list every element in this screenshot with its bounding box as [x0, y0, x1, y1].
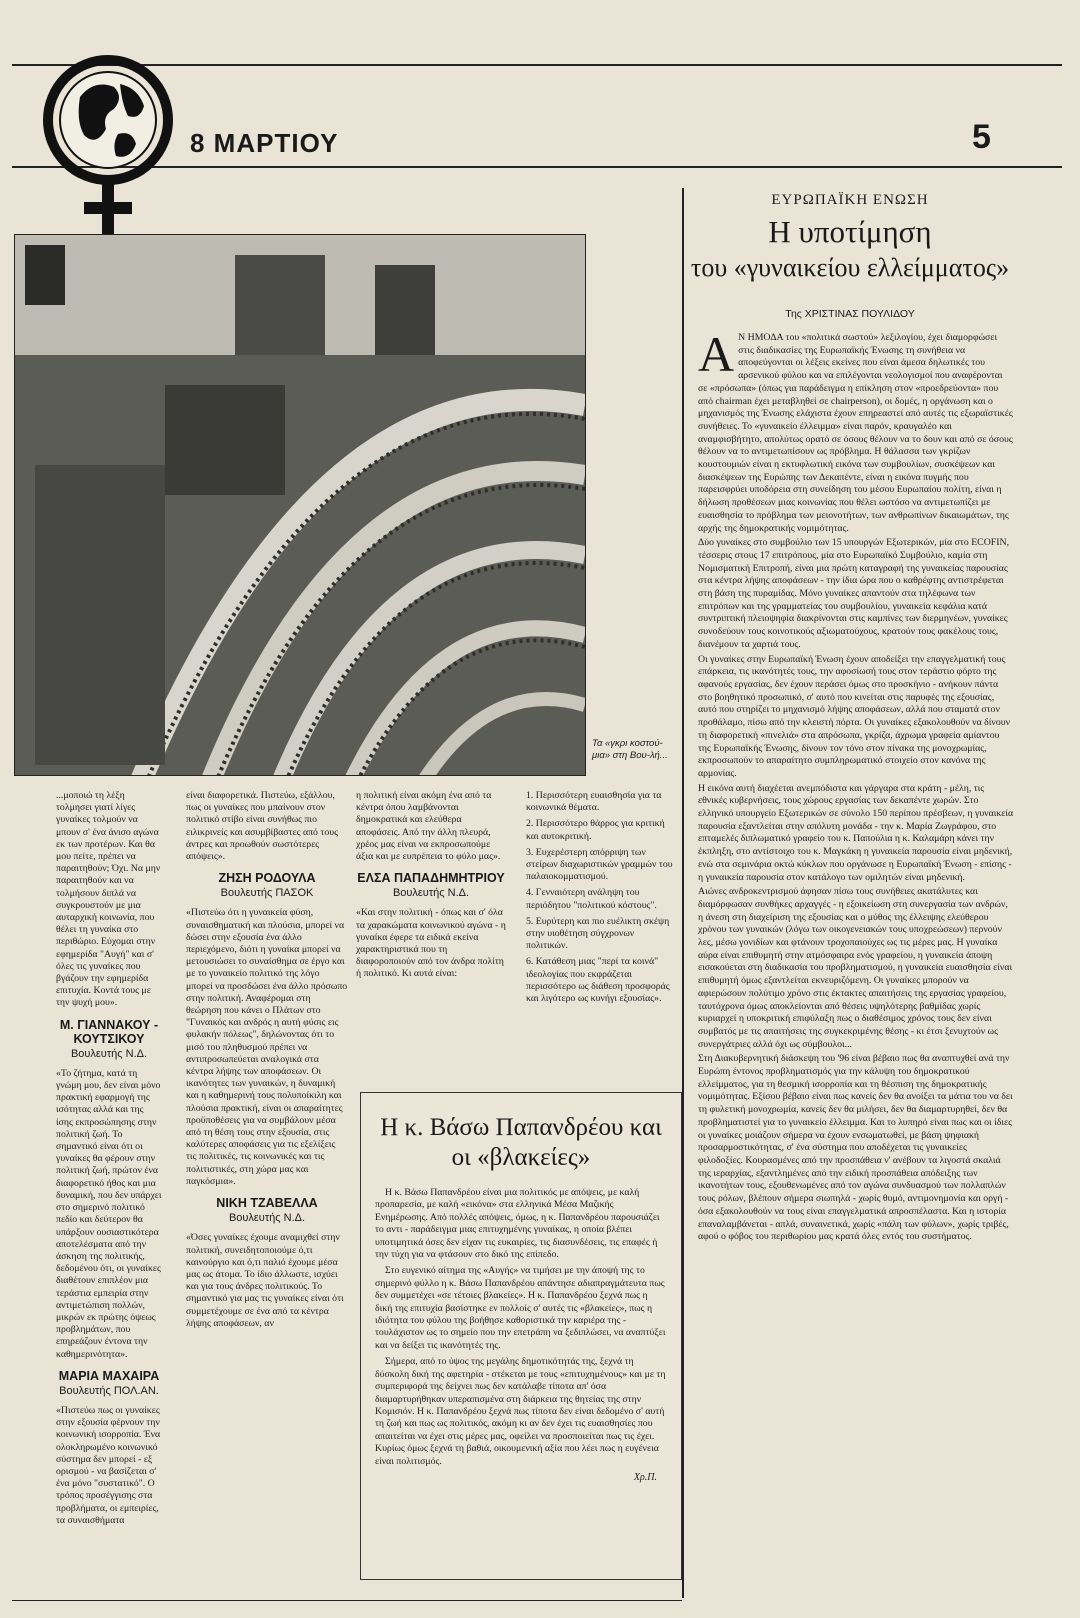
bottom-rule	[12, 1600, 682, 1601]
article-byline: Της ΧΡΙΣΤΙΝΑΣ ΠΟΥΛΙΔΟΥ	[785, 308, 915, 320]
quote-text: «Όσες γυναίκες έχουμε αναμιχθεί στην πολιτική, συνειδητοποιούμε ό,τι καινούργιο και ό,τι παλιό έχουμε μέσα μας ως άτομα. Το ίδιο άλλωστε, ισχύει και για τους άνδρες πολιτικούς. Το σημαντικό για μας τις γυναίκες είναι ότι συμμετέχουμε σε ένα από τα κέντρα λήψης αποφάσεων, αν	[186, 1232, 344, 1329]
boxed-article-body	[375, 1187, 667, 1484]
quote-text: «Πιστεύω πως οι γυναίκες στην εξουσία φέρνουν την κοινωνική ισορροπία. Ένα ολοκληρωμένο κοινωνικό σύστημα δεν μπορεί - εξ ορισμού - να βασίζεται σ' ένα μόνο "συστατικό". Ο τρόπος προσέγγισης στα προβλήματα, οι εμπειρίες, τα συναισθήματα	[56, 1404, 161, 1526]
author-name: ΖΗΣΗ ΡΟΔΟΥΛΑ	[218, 871, 316, 886]
author-party: Βουλευτής ΠΑΣΟΚ	[220, 887, 314, 900]
vertical-column-rule	[682, 188, 684, 1598]
article-paragraph: Οι γυναίκες στην Ευρωπαϊκή Ένωση έχουν αποδείξει την επαγγελματική τους επάρκεια, τις ικανότητές τους, την αφοσίωσή τους στον τεράστιο φόρτο της αφανούς εργασίας, δεν έχουν περάσει όμως στο προσκήνιο - ανήκουν πάντα στο βοηθητικό προσωπικό, σ' αυτό που κινείται στις παρυφές της εξουσίας, αυτό που στηρίζει το μηχανισμό λήψης αποφάσεων, αλλά που σταματά στον προθάλαμο, πίσω από την κλειστή πόρτα. Οι γυναίκες εξακολουθούν να δίνουν τη διαφορετική «πινελιά» στα απρόσωπα, γκρίζα, άχρωμα γραφεία αμίαντου της Ευρωπαϊκής Ένωσης, δίνουν τον τόνο στον πίνακα της μονοχρωμίας, εκπροσωπούν το απαραίτητο συμπληρωματικό στοιχείο στον κανόνα της αρμονίας.	[698, 653, 1011, 779]
headline-line: του «γυναικείου ελλείμματος»	[690, 253, 1010, 282]
article-paragraph: Στο ευγενικό αίτημα της «Αυγής» να τιμήσει με την άποψή της το σημερινό φύλλο η κ. Βάσω Παπανδρέου απάντησε αδιαπραγμάτευτα πως δεν συμμετέχει «σε τέτοιες βλακείες». Η κ. Παπανδρέου ξεχνά πως η δική της επιτυχία βασίστηκε εν πολλοίς σ' αυτές τις «βλακείες», πως η ιδιότητα του φύλου της βοήθησε καθοριστικά την καριέρα της - τουλάχιστον ως το σημείο που την επετράπη να ξεδιπλώσει, να αναπτύξει και να δείξει τις ικανότητές της.	[375, 1265, 666, 1351]
signature: Χρ.Π.	[633, 1471, 657, 1483]
article-body	[698, 332, 1014, 1600]
page-number: 5	[972, 118, 991, 156]
headline-line: Η κ. Βάσω Παπανδρέου και	[380, 1114, 662, 1141]
list-item: 2. Περισσότερο θάρρος για κριτική και αυτοκριτική.	[526, 818, 665, 842]
col3-intro: η πολιτική είναι ακόμη ένα από τα κέντρα όπου λαμβάνονται δημοκρατικά και ελεύθερα αποφάσεις. Από την άλλη πλευρά, χρέος μας είναι να εκπροσωπούμε άξια και με ευπρέπεια το φύλο μας».	[356, 790, 501, 863]
parliament-photo	[14, 234, 586, 776]
author-party: Βουλευτής ΠΟΛ.ΑΝ.	[59, 1384, 159, 1397]
list-item: 1. Περισσότερη ευαισθησία για τα κοινωνικά θέματα.	[526, 790, 662, 814]
article-kicker: ΕΥΡΩΠΑΪΚΗ ΕΝΩΣΗ	[771, 192, 929, 208]
column-3	[356, 790, 506, 1080]
boxed-article	[360, 1092, 682, 1580]
list-item: 6. Κατάθεση μιας "περί τα κοινά" ιδεολογίας που εκφράζεται περισσότερο ως διάθεση προσφοράς και λιγότερο ως κυνήγι εξουσίας».	[526, 956, 670, 1005]
quote-text: «Πιστεύω ότι η γυναικεία φύση, συναισθηματική και πλούσια, μπορεί να δώσει στην εξουσία ένα άλλο περιεχόμενο, διότι η γυναίκα μπορεί να μετουσιώσει το συναίσθημα σε έργο και με το γυναικείο πολιτικό της λόγο μπορεί να προσδώσει ένα άλλο πρόσωπο στην πολιτική. Αναφέρομαι στη θεώρηση που κάνει ο Πλάτων στο "Γυναικός και ανδρός η αυτή φύσις εις φυλακήν πόλεως", δηλώνοντας ότι το μισό του πληθυσμού πρέπει να αντιπροσωπεύεται αναλογικά στα κέντρα λήψης των αποφάσεων. Οι ικανότητες των γυναικών, η δυναμική και η καθημερινή τους πολυποίκιλη και πλούσια πρακτική, είναι οι απαραίτητες προϋποθέσεις για να συμβάλουν μέσα από τη θέση τους στην εξουσία, στις καλύτερες αποφάσεις για τις εξελίξεις τις πολιτικές, τις κοινωνικές και τις πολιτιστικές, στη χώρα μας και παγκόσμια».	[186, 907, 348, 1187]
article-paragraph: Η εικόνα αυτή διαχέεται ανεμπόδιστα και γάργαρα στα κράτη - μέλη, τις εθνικές κυβερνήσεις, τους χώρους εργασίας των δεκαπέντε χωρών. Στο ελληνικό υπουργείο Εξωτερικών σε σύνολο 150 περίπου πρέσβεων, η γυναικεία παρουσία εξαντλείται στην απόλυτη μονάδα - την κ. Μαρία Ζωγράφου, στο επταμελές διπλωματικό γραφείο του κ. Παπούλια η κ. Καλαμάρη κάνει την έκπληξη, στο αντίστοιχο του κ. Μαγκάκη η γυναικεία παρουσία είναι μηδενική, ενώ στα σεμινάρια οκτώ κύκλων που οργάνωσε η Ευρωπαϊκή Ένωση - επίσης - η γυναικεία παρουσία στον κατάλογο των ομιλητών είναι μηδενική.	[698, 782, 1014, 883]
col2-intro: είναι διαφορετικά. Πιστεύω, εξάλλου, πως οι γυναίκες που μπαίνουν στον πολιτικό στίβο είναι συνήθως πιο ειλικρινείς και ασυμβίβαστες από τους άντρες και προωθούν σωστότερες απόψεις».	[186, 790, 338, 863]
article-paragraph	[698, 332, 1014, 535]
column-4	[526, 790, 676, 1080]
headline-line: οι «βλακείες»	[451, 1144, 591, 1171]
author-party: Βουλευτής Ν.Δ.	[392, 887, 470, 900]
column-1	[56, 790, 162, 1590]
author-name: Μ. ΓΙΑΝΝΑΚΟΥ - ΚΟΥΤΣΙΚΟΥ	[59, 1017, 159, 1046]
headline-line: Η υποτίμηση	[768, 214, 932, 249]
article-paragraph: Σήμερα, από το ύψος της μεγάλης δημοτικότητάς της, ξεχνά τη δύσκολη δική της αφετηρία - στέκεται με τους «επιτυχημένους» και με τη συμπεριφορά της δείχνει πως δεν κατάλαβε τίποτα απ' όσα διαμαρτυρήθηκαν υπεραπισμένα στη διάρκεια της θητείας της στην Κομισιόν. Η κ. Παπανδρέου ξεχνά πως τίποτα δεν είναι δεδομένο σ' αυτή τη ζωή και πως ως πολιτικός, ακόμη κι αν δεν έχει τις ευαισθησίες που απαιτείται να έχει στις μέρες μας, οφείλει να προσποιείται πως τις έχει. Κυρίως όμως ξεχνά τη βαθιά, οικουμενική αξία που λέει πως η ευγένεια είναι πολιτισμός.	[375, 1356, 666, 1467]
photo-caption: Τα «γκρι κοστού-μια» στη Βου-λή...	[592, 738, 668, 761]
author-party: Βουλευτής Ν.Δ.	[70, 1047, 148, 1060]
quote-text: «Το ζήτημα, κατά τη γνώμη μου, δεν είναι μόνο πρακτική εφαρμογή της ισότητας αλλά και της ίσης εκπροσώπησης στην πολιτική ζωή. Το σημαντικό είναι ότι οι γυναίκες θα φέρουν στην πολιτική ζωή, πρώτον ένα διαφορετικό ήθος και μια δυναμική, που δεν υπάρχει στο σημερινό πολιτικό πεδίο και δεύτερον θα υπάρξουν ουσιαστικότερα αποτελέσματα από την άσκηση της πολιτικής, δεδομένου ότι, οι γυναίκες διαθέτουν επιπλέον μια τεράστια εμπειρία στην αντιμετώπιση πολλών, μικρών εκ πρώτης όψεως προβλημάτων, που επηρεάζουν έντονα την καθημερινότητα».	[56, 1067, 162, 1360]
article-headline	[690, 214, 1010, 286]
article-paragraph: Δύο γυναίκες στο συμβούλιο των 15 υπουργών Εξωτερικών, μία στο ECOFIN, τέσσερις στους 17 επιτρόπους, μία στο Ευρωπαϊκό Συμβούλιο, καμία στη Νομισματική Επιτροπή, είναι μια πρώτη καταγραφή της γυναικείας παρουσίας στα κέντρα λήψης αποφάσεων - την ίδια ώρα που ο καθρέφτης αντιστρέφεται στη βάση της πυραμίδας. Μόνο γυναίκες απαντούν στα τηλέφωνα των επιτρόπων και της γραμματείας του συμβουλίου, γυναικεία κεφάλια κατά συντριπτική πλειοψηφία διακρίνονται στις καμπίνες των διερμηνέων, γυναίκες συνοδεύουν τους κοινοτικούς αξιωματούχους, κρατούν τους φακέλους τους, διανέμουν τα χαρτιά τους.	[698, 537, 1010, 650]
paragraph-text: Ν ΗΜΟΔΑ του «πολιτικά σωστού» λεξιλογίου, έχει διαμορφώσει στις διαδικασίες της Ευρωπαϊκής Ένωσης τη συνήθεια να αποφεύγονται οι λέξεις εκείνες που είναι άμεσα δηλωτικές του αρσενικού φύλου και να επιλέγονται νεολογισμοί που αναφέρονται σε «πρόσωπα» (όπως για παράδειγμα η επίκληση στον «προεδρεύοντα» που από chairman έχει μεταβληθεί σε chairperson), οι δομές, η οργάνωση και ο μηχανισμός της Ένωσης ελάχιστα έχουν επηρεαστεί από αυτές τις εξωραϊστικές συνήθειες. Το «γυναικείο έλλειμμα» είναι παρόν, κραυγαλέο και αναμφισβήτητο, απολύτως ορατό σε όσους θέλουν να το δουν και από σε όσους θέλουν να το αντιμετωπίσουν ως πρόβλημα. Η θάλασσα των γκρίζων κουστουμιών είναι η εκτυφλωτική εικόνα των συμβουλίων, συσκέψεων και διασκέψεων της Ευρώπης των Δεκαπέντε, είναι η εικόνα πυγμής που παρεισφρύει υποδόρεια στη συνείδηση του μέσου Ευρωπαίου πολίτη, είναι η δήλωση προθέσεων μιας κοινωνίας που θέλει ωστόσο να αντιμετωπίζει με ευαισθησία το πρόβλημα των μειονοτήτων, των ανθρωπίνων δικαιωμάτων, της αρχής της δημοκρατικής νομιμότητας.	[698, 332, 1013, 534]
list-item: 5. Ευρύτερη και πιο ευέλικτη σκέψη στην υιοθέτηση σύγχρονων πολιτικών.	[526, 915, 670, 952]
boxed-article-headline	[371, 1113, 671, 1173]
author-party: Βουλευτής Ν.Δ.	[228, 1212, 306, 1225]
author-name: ΝΙΚΗ ΤΖΑΒΕΛΛΑ	[216, 1196, 318, 1211]
article-paragraph: Αιώνες ανδροκεντρισμού άφησαν πίσω τους συνήθειες ακατάλυτες και διαμόρφωσαν συνθήκες αρχαγγές - η εξοικείωση στη συνεργασία των ανδρών, η άνεση στη διαχείριση της εξουσίας και ο μύθος της έλλειψης ελεύθερου χρόνου των γυναικών (λόγω των οικογενειακών τους υποχρεώσεων) περνούν λες, μέσω γονιδίων και φτάνουν τροχοπαιούχες ως τις μέρες μας. Η γυναίκα αύρα είναι επιθυμητή στην ατμόσφαιρα ενός γραφείου, η γυναικεία άποψη εισακούεται στη διαδικασία του προβληματισμού, η γυναικεία ευαισθησία είναι επιθυμητή όμως εξαντλείται εκνευριζόμενη. Οι γυναίκες μπορούν να αφιερώσουν πολύτιμο χρόνο στις έκτακτες απαιτήσεις της εργασίας γραφείου, ταυτόχρονα όμως αποκλείονται από θέσεις υψηλότερης βαθμίδας χωρίς κυριαρχεί η υποκριτική επιφύλαξη πως ο διαθέσιμος χρόνος τους δεν είναι συμβατός με τις απαιτήσεις της συγκεκριμένης θέσης - κι έτσι ξενυχτούν ως συνεργάτριες αλλά όχι ως σύμβουλοι...	[698, 886, 1013, 1050]
list-item: 4. Γενναιότερη ανάληψη του περιόδητου "πολιτικού κόστους".	[526, 887, 657, 911]
venus-globe-logo-icon	[40, 52, 190, 242]
author-name: ΜΑΡΙΑ ΜΑΧΑΙΡΑ	[58, 1368, 160, 1383]
article-paragraph: Η κ. Βάσω Παπανδρέου είναι μια πολιτικός με απόψεις, με καλή προπαρεσία, με καλή «εικόνα» στα ελληνικά Μέσα Μαζικής Ενημέρωσης. Από πολλές απόψεις, όμως, η κ. Παπανδρέου παρουσιάζει το αντι - παράδειγμα μιας επιτυχημένης γυναίκας, η οποία βλέπει υποτιμητικά όσες δεν είχαν τις ευκαιρίες, τις διασυνδέσεις, τις επαφές ή την τύχη για να φτάσουν στο δικό της επίπεδο.	[375, 1187, 660, 1261]
col1-intro: ...μοποιώ τη λέξη τολμησει γιατί λίγες γυναίκες τολμούν να μπουν σ' ένα άνισο αγώνα εκ των προτέρων. Και θα μου πείτε, πρέπει να παραιτηθούν; Όχι. Να μην παραιτηθούν και να τολμήσουν διπλά να συγκρουστούν με μια αυταρχική κοινωνία, που θέλει τη γυναίκα στο περιθώριο. Εύχομαι στην εφημερίδα "Αυγή" και σ' όλες τις γυναίκες που βγάζουν την εφημερίδα επιτυχία. Κοντά τους με την ψυχή μου».	[56, 790, 161, 1009]
section-title: 8 ΜΑΡΤΙΟΥ	[190, 128, 339, 158]
dropcap: Α	[698, 332, 735, 382]
author-name: ΕΛΣΑ ΠΑΠΑΔΗΜΗΤΡΙΟΥ	[357, 871, 505, 886]
list-item: 3. Ευχερέστερη απόρριψη των στείρων διαχωριστικών γραμμών του παλαιοκομματισμού.	[526, 846, 673, 883]
article-paragraph: Στη Διακυβερνητική διάσκεψη του '96 είναι βέβαιο πως θα αναπτυχθεί ανά την Ευρώπη έντονος προβληματισμός για την κάλυψη του δημοκρατικού ελλείμματος, για τη θεσμική ισορροπία και τη θέσπιση της δημοκρατικής νομιμότητας. Εξίσου βέβαιο είναι πως κανείς δεν θα ανοίξει τα μάτια του να δει τη φυλετική μονοχρωμία, κανείς δεν θα μιλήσει, δεν θα διαμαρτυρηθεί, δεν θα προβληματιστεί για το γυναικείο έλλειμμα. Και το λυπηρό είναι πως και οι ίδιες οι γυναίκες μοιάζουν σήμερα να έχουν ενσωματωθεί, με βάση ψηφιακή προσαρμοστικότητας, σ' ένα σύστημα που αποδέχεται τις γυναικείες φιλοδοξίες. Κουρασμένες από την προσπάθεια ν' ανέβουν τα λιγοστά σκαλιά της ιεραρχίας, εξαντλημένες από την ειδική προσπάθεια απόδειξης των ικανοτήτων τους, εξουθενωμένες από τον αγώνα συνδυασμού των πολλαπλών τους ρόλων, βλέπουν σήμερα σιωπηλά - χωρίς θυμό, αντιμονημονία και οργή - όσα εξακολουθούν να τους είναι επαγγελματικά απροσπέλαστα. Και η ιστορία επαναλαμβάνεται - απλά, συναινετικά, χωρίς «πάλη των φύλων», χωρίς τριβές, αφού ο φόβος του περιθωρίου μας κρατά όλες εντός του συστήματος.	[698, 1053, 1013, 1243]
column-2	[186, 790, 348, 1590]
quote-text: «Και στην πολιτική - όπως και σ' όλα τα χαρακώματα κοινωνικού αγώνα - η γυναίκα έφερε τα ειδικά εκείνα χαρακτηριστικά που τη διαφοροποιούν από τον άνδρα πολίτη ή πολιτικό. Κι αυτά είναι:	[356, 907, 506, 980]
